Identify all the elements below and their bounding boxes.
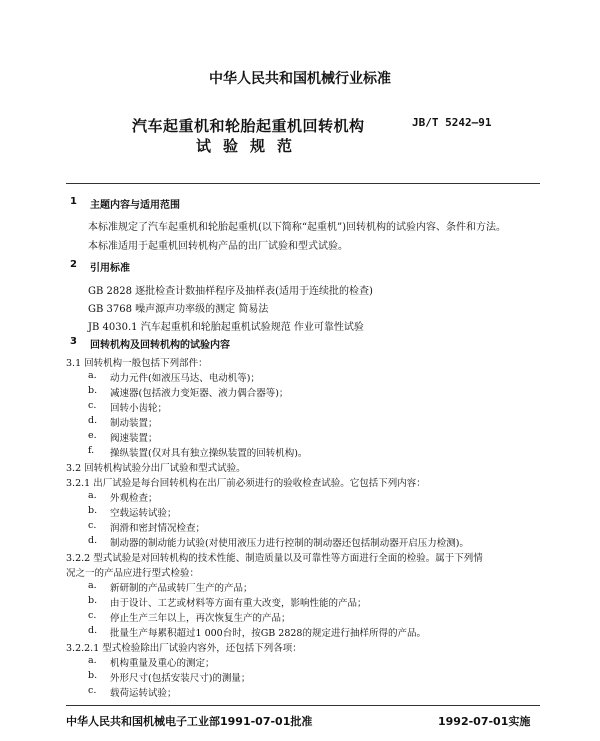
ref-item: JB 4030.1 汽车起重机和轮胎起重机试验规范 作业可靠性试验 xyxy=(88,322,364,333)
ref-item: GB 3768 噪声源声功率级的测定 简易法 xyxy=(88,304,269,315)
list-marker: a. xyxy=(88,490,97,501)
clause-3-2: 3.2 回转机构试验分出厂试验和型式试验。 xyxy=(66,463,246,474)
sec1-para2: 本标准适用于起重机回转机构产品的出厂试验和型式试验。 xyxy=(88,241,348,252)
sec3-num: 3 xyxy=(70,336,77,347)
list-marker: b. xyxy=(88,670,98,681)
ref-item: GB 2828 逐批检查计数抽样程序及抽样表(适用于连续批的检查) xyxy=(88,286,373,297)
list-item: 由于设计、工艺或材料等方面有重大改变，影响性能的产品； xyxy=(110,598,367,609)
list-item: 外观检查； xyxy=(110,493,158,504)
top-divider xyxy=(66,183,540,184)
list-item: 操纵装置(仅对具有独立操纵装置的回转机构)。 xyxy=(110,448,308,459)
clause-3-1: 3.1 回转机构一般包括下列部件： xyxy=(66,358,208,369)
clause-3-2-1: 3.2.1 出厂试验是每台回转机构在出厂前必须进行的验收检查试验。它包括下列内容： xyxy=(66,478,426,489)
list-marker: c. xyxy=(88,685,97,696)
doc-title-line2: 试验规范 xyxy=(196,137,305,155)
standard-code: JB/T 5242—91 xyxy=(412,116,492,129)
list-item: 停止生产三年以上，再次恢复生产的产品； xyxy=(110,613,291,624)
list-item: 减速器(包括液力变矩器、液力偶合器等)； xyxy=(110,388,289,399)
list-item: 载荷运转试验； xyxy=(110,688,177,699)
clause-3-2-2-line1: 3.2.2 型式试验是对回转机构的技术性能、制造质量以及可靠性等方面进行全面的检验。属于下列情 xyxy=(66,553,483,564)
list-marker: d. xyxy=(88,535,98,546)
list-marker: f. xyxy=(88,445,95,456)
list-item: 机构重量及重心的测定； xyxy=(110,658,215,669)
sec2-num: 2 xyxy=(70,259,77,270)
list-item: 外形尺寸(包括安装尺寸)的测量； xyxy=(110,673,251,684)
list-item: 制动装置； xyxy=(110,418,158,429)
list-item: 空载运转试验； xyxy=(110,508,177,519)
list-item: 阀速装置； xyxy=(110,433,158,444)
list-item: 批量生产每累积超过1 000台时，按GB 2828的规定进行抽样所得的产品。 xyxy=(110,628,426,639)
list-marker: b. xyxy=(88,505,98,516)
list-item: 回转小齿轮； xyxy=(110,403,168,414)
clause-3-2-2-line2: 况之一的产品应进行型式检验： xyxy=(66,568,200,579)
list-item: 新研制的产品或转厂生产的产品； xyxy=(110,583,253,594)
list-marker: e. xyxy=(88,430,97,441)
approval-line: 中华人民共和国机械电子工业部1991-07-01批准 xyxy=(66,715,313,728)
doc-title-line1: 汽车起重机和轮胎起重机回转机构 xyxy=(132,117,365,135)
list-marker: a. xyxy=(88,655,97,666)
list-marker: a. xyxy=(88,580,97,591)
list-marker: c. xyxy=(88,400,97,411)
list-marker: b. xyxy=(88,385,98,396)
list-item: 制动器的制动能力试验(对使用液压力进行控制的制动器还包括制动器开启压力检测)。 xyxy=(110,538,469,549)
clause-3-2-2-1: 3.2.2.1 型式检验除出厂试验内容外，还包括下列各项： xyxy=(66,643,302,654)
sec2-title: 引用标准 xyxy=(90,263,130,274)
list-item: 润滑和密封情况检查； xyxy=(110,523,206,534)
list-marker: d. xyxy=(88,625,98,636)
effective-date: 1992-07-01实施 xyxy=(438,715,531,728)
list-marker: b. xyxy=(88,595,98,606)
list-marker: a. xyxy=(88,370,97,381)
sec1-para1: 本标准规定了汽车起重机和轮胎起重机(以下简称“起重机”)回转机构的试验内容、条件和方法。 xyxy=(88,222,507,233)
sec3-title: 回转机构及回转机构的试验内容 xyxy=(90,340,230,351)
sec1-num: 1 xyxy=(70,196,77,207)
list-item: 动力元件(如液压马达、电动机等)； xyxy=(110,373,260,384)
list-marker: d. xyxy=(88,415,98,426)
list-marker: c. xyxy=(88,520,97,531)
org-header: 中华人民共和国机械行业标准 xyxy=(209,71,391,87)
list-marker: c. xyxy=(88,610,97,621)
bottom-divider xyxy=(66,705,540,706)
sec1-title: 主题内容与适用范围 xyxy=(90,200,180,211)
